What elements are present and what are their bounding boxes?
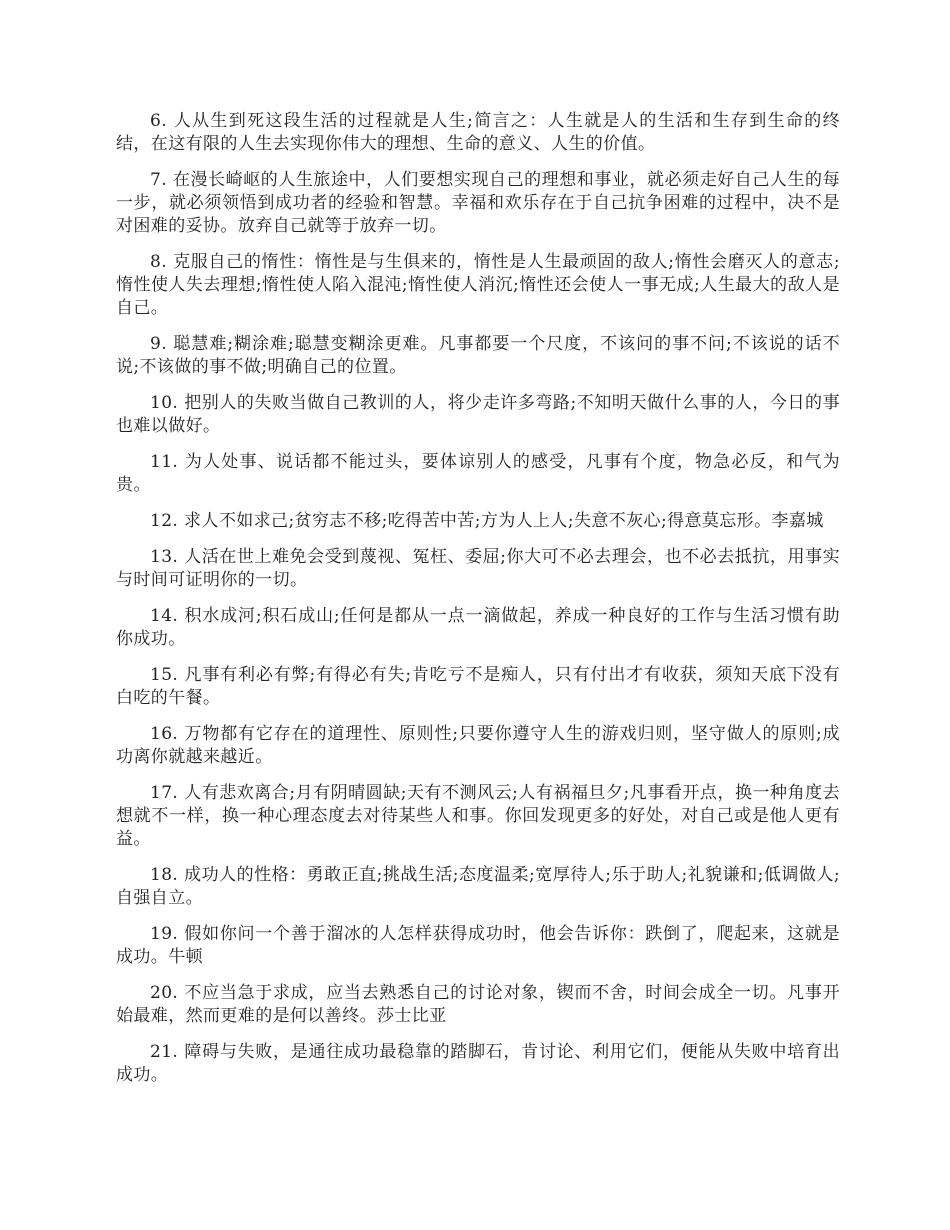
paragraph-20: 20. 不应当急于求成，应当去熟悉自己的讨论对象，锲而不舍，时间会成全一切。凡事开始最难，然而更难的是何以善终。莎士比亚 <box>116 983 840 1026</box>
paragraph-14: 14. 积水成河;积石成山;任何是都从一点一滴做起，养成一种良好的工作与生活习惯有助你成功。 <box>116 606 840 649</box>
paragraph-12: 12. 求人不如求己;贫穷志不移;吃得苦中苦;方为人上人;失意不灰心;得意莫忘形。李嘉城 <box>150 511 824 531</box>
paragraph-13: 13. 人活在世上难免会受到蔑视、冤枉、委屈;你大可不必去理会，也不必去抵抗，用事实与时间可证明你的一切。 <box>116 547 840 590</box>
paragraph-9: 9. 聪慧难;糊涂难;聪慧变糊涂更难。凡事都要一个尺度，不该问的事不问;不该说的话不说;不该做的事不做;明确自己的位置。 <box>116 334 840 377</box>
paragraph-10: 10. 把别人的失败当做自己教训的人，将少走许多弯路;不知明天做什么事的人，今日的事也难以做好。 <box>116 393 840 436</box>
paragraph-6: 6. 人从生到死这段生活的过程就是人生;简言之：人生就是人的生活和生存到生命的终结，在这有限的人生去实现你伟大的理想、生命的意义、人生的价值。 <box>116 111 840 154</box>
paragraph-15: 15. 凡事有利必有弊;有得必有失;肯吃亏不是痴人，只有付出才有收获，须知天底下没有白吃的午餐。 <box>116 665 840 708</box>
document-body <box>116 110 840 1100</box>
paragraph-17: 17. 人有悲欢离合;月有阴晴圆缺;天有不测风云;人有祸福旦夕;凡事看开点，换一种角度去想就不一样，换一种心理态度去对待某些人和事。你回发现更多的好处，对自己或是他人更有益。 <box>116 783 840 849</box>
paragraph-11: 11. 为人处事、说话都不能过头，要体谅别人的感受，凡事有个度，物急必反，和气为贵。 <box>116 452 840 495</box>
paragraph-21: 21. 障碍与失败，是通往成功最稳靠的踏脚石，肯讨论、利用它们，便能从失败中培育出成功。 <box>116 1042 840 1085</box>
paragraph-19: 19. 假如你问一个善于溜冰的人怎样获得成功时，他会告诉你：跌倒了，爬起来，这就是成功。牛顿 <box>116 924 840 967</box>
paragraph-18: 18. 成功人的性格：勇敢正直;挑战生活;态度温柔;宽厚待人;乐于助人;礼貌谦和;低调做人;自强自立。 <box>116 865 840 908</box>
paragraph-8: 8. 克服自己的惰性：惰性是与生俱来的，惰性是人生最顽固的敌人;惰性会磨灭人的意志;惰性使人失去理想;惰性使人陷入混沌;惰性使人消沉;惰性还会使人一事无成;人生最大的敌人是自己。 <box>116 252 840 318</box>
paragraph-7: 7. 在漫长崎岖的人生旅途中，人们要想实现自己的理想和事业，就必须走好自己人生的每一步，就必须领悟到成功者的经验和智慧。幸福和欢乐存在于自己抗争困难的过程中，决不是对困难的妥协。放弃自己就等于放弃一切。 <box>116 170 840 236</box>
paragraph-16: 16. 万物都有它存在的道理性、原则性;只要你遵守人生的游戏归则，坚守做人的原则;成功离你就越来越近。 <box>116 724 840 767</box>
